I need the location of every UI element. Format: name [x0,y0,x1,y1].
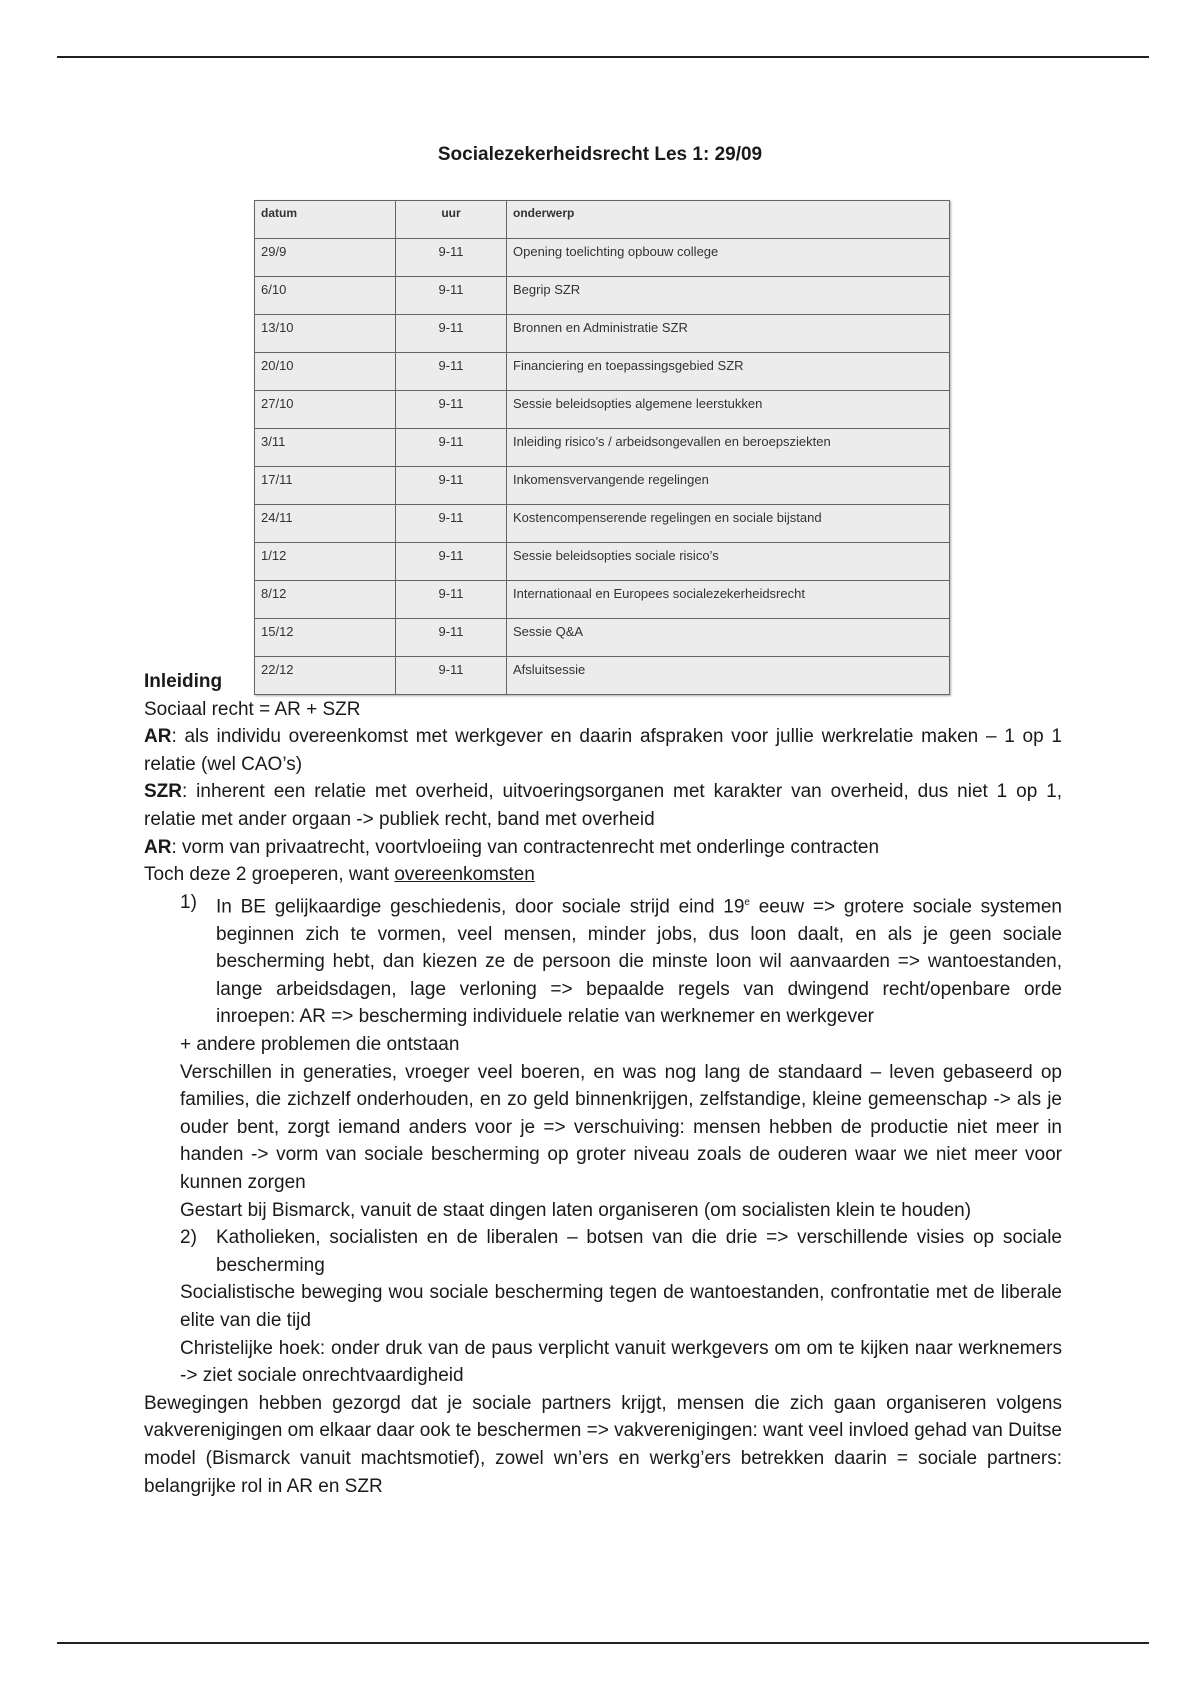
cell-onderwerp: Internationaal en Europees socialezekerheidsrecht [507,581,950,619]
table-row [255,239,950,277]
paragraph: Socialistische beweging wou sociale bescherming tegen de wantoestanden, confrontatie met de liberale elite van die tijd [180,1282,1062,1331]
cell-onderwerp: Sessie beleidsopties sociale risico’s [507,543,950,581]
cell-datum: 6/10 [255,277,396,315]
term-label: AR [144,726,172,748]
cell-onderwerp: Bronnen en Administratie SZR [507,315,950,353]
paragraph: Gestart bij Bismarck, vanuit de staat dingen laten organiseren (om socialisten klein te houden) [180,1199,972,1221]
column-header-onderwerp: onderwerp [507,201,950,239]
cell-datum: 27/10 [255,391,396,429]
table-row [255,505,950,543]
cell-onderwerp: Sessie Q&A [507,619,950,657]
cell-datum: 20/10 [255,353,396,391]
cell-onderwerp: Inleiding risico’s / arbeidsongevallen en beroepsziekten [507,429,950,467]
cell-datum: 13/10 [255,315,396,353]
table-row [255,619,950,657]
cell-onderwerp: Sessie beleidsopties algemene leerstukken [507,391,950,429]
cell-datum: 1/12 [255,543,396,581]
paragraph: Verschillen in generaties, vroeger veel boeren, en was nog lang de standaard – leven gebaseerd op families, die zichzelf onderhouden, en zo geld binnenkrijgen, zelfstandige, kleine gemeenschap -> als je ouder bent, zorgt iemand anders voor je => verschuiving: mensen hebben de productie niet meer in handen -> vorm van sociale bescherming op groter niveau zoals de ouderen waar we niet meer voor kunnen zorgen [180,1061,1062,1194]
cell-onderwerp: Opening toelichting opbouw college [507,239,950,277]
paragraph [144,861,1062,889]
cell-onderwerp: Begrip SZR [507,277,950,315]
paragraph-text: Toch deze 2 groeperen, want [144,864,395,886]
page-title: Socialezekerheidsrecht Les 1: 29/09 [437,144,763,165]
column-header-uur: uur [396,201,507,239]
list-number: 2) [180,1227,197,1249]
term-label: SZR [144,781,182,803]
list-item [144,1224,1062,1279]
cell-datum: 3/11 [255,429,396,467]
cell-uur: 9-11 [396,543,507,581]
paragraph-text: : vorm van privaatrecht, voortvloeiing van contractenrecht met onderlinge contracten [171,836,880,858]
list-text: In BE gelijkaardige geschiedenis, door sociale strijd eind 19e eeuw => grotere sociale systemen beginnen zich te vormen, veel mensen, minder jobs, dus loon daalt, en als je geen sociale bescherming hebt, dan kiezen ze de persoon die minste loon wil aanvaarden => wantoestanden, lange arbeidsdagen, lage verloning => bepaalde regels van dwingend recht/openbare orde inroepen: AR => bescherming individuele relatie van werknemer en werkgever [216,896,1062,1028]
list-item [144,889,1062,1031]
paragraph: Bewegingen hebben gezorgd dat je sociale partners krijgt, mensen die zich gaan organiseren volgens vakverenigingen om elkaar daar ook te beschermen => vakverenigingen: want veel invloed gehad van Duitse model (Bismarck vanuit machtsmotief), zowel wn’ers en werkg’ers betrekken daarin = sociale partners: belangrijke rol in AR en SZR [144,1392,1062,1497]
cell-uur: 9-11 [396,505,507,543]
cell-uur: 9-11 [396,315,507,353]
paragraph: + andere problemen die ontstaan [180,1034,460,1056]
table-row [255,543,950,581]
bottom-rule [57,1642,1149,1644]
cell-onderwerp: Financiering en toepassingsgebied SZR [507,353,950,391]
table-row [255,429,950,467]
paragraph-text: : inherent een relatie met overheid, uitvoeringsorganen met karakter van overheid, dus niet 1 op 1, relatie met ander orgaan -> publiek recht, band met overheid [144,781,1062,830]
cell-datum: 29/9 [255,239,396,277]
cell-datum: 22/12 [255,657,396,695]
paragraph [144,723,1062,778]
table-row [255,581,950,619]
cell-uur: 9-11 [396,277,507,315]
cell-onderwerp: Inkomensvervangende regelingen [507,467,950,505]
paragraph: Christelijke hoek: onder druk van de paus verplicht vanuit werkgevers om om te kijken naar werknemers -> ziet sociale onrechtvaardigheid [180,1337,1062,1387]
list-text: Katholieken, socialisten en de liberalen – botsen van die drie => verschillende visies op sociale bescherming [216,1227,1062,1276]
top-rule [57,56,1149,58]
table-header-row [255,201,950,239]
column-header-datum: datum [255,201,396,239]
paragraph: Sociaal recht = AR + SZR [144,698,361,720]
term-label: AR [144,836,172,858]
list-number: 1) [180,891,197,913]
cell-onderwerp: Kostencompenserende regelingen en sociale bijstand [507,505,950,543]
section-heading: Inleiding [144,671,223,692]
cell-datum: 15/12 [255,619,396,657]
table-row [255,391,950,429]
cell-onderwerp: Afsluitsessie [507,657,950,695]
document-body [144,668,1062,1500]
paragraph-text: : als individu overeenkomst met werkgever en daarin afspraken voor jullie werkrelatie maken – 1 op 1 relatie (wel CAO’s) [144,726,1062,775]
cell-uur: 9-11 [396,391,507,429]
cell-uur: 9-11 [396,581,507,619]
cell-uur: 9-11 [396,467,507,505]
paragraph [144,778,1062,833]
superscript: e [744,896,750,908]
paragraph [144,834,1062,862]
table-row [255,353,950,391]
underlined-term: overeenkomsten [394,864,535,886]
cell-datum: 8/12 [255,581,396,619]
cell-uur: 9-11 [396,429,507,467]
table-row [255,315,950,353]
cell-uur: 9-11 [396,657,507,695]
cell-datum: 17/11 [255,467,396,505]
cell-uur: 9-11 [396,353,507,391]
table-row [255,467,950,505]
table-row [255,277,950,315]
schedule-table [254,200,950,695]
cell-uur: 9-11 [396,239,507,277]
cell-uur: 9-11 [396,619,507,657]
cell-datum: 24/11 [255,505,396,543]
